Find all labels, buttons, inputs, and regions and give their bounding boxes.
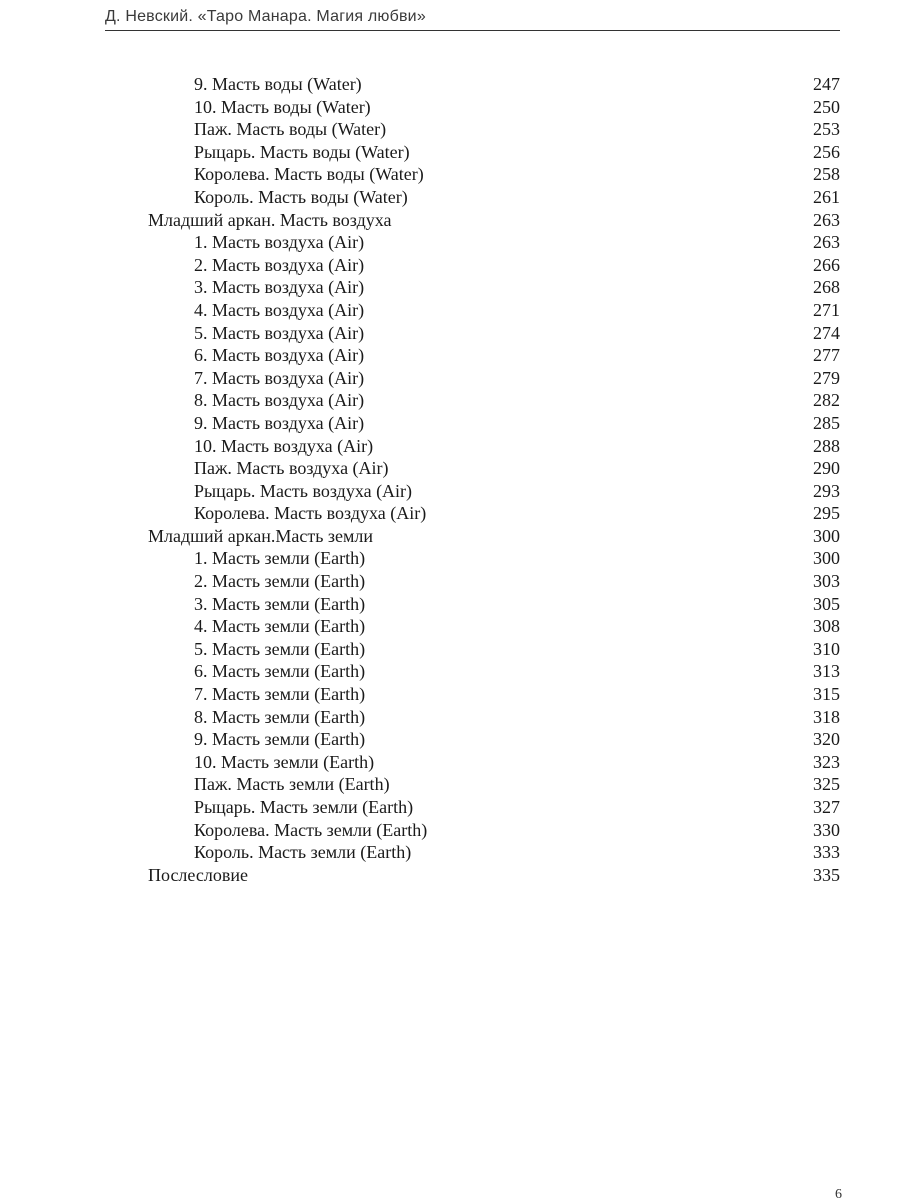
toc-entry-title: 2. Масть земли (Earth): [194, 571, 366, 592]
toc-entry-page-number: 308: [813, 616, 840, 637]
toc-entry-title: Король. Масть воды (Water): [194, 186, 408, 207]
toc-entry-page-number: 313: [813, 661, 840, 682]
toc-entry: [148, 706, 840, 729]
toc-entry-page-number: 250: [813, 96, 840, 117]
toc-entry: [148, 502, 840, 525]
toc-entry: [148, 141, 840, 164]
toc-entry-title: 4. Масть воздуха (Air): [194, 299, 365, 320]
toc-entry-page-number: 282: [813, 390, 840, 411]
toc-entry: [148, 728, 840, 751]
toc-entry: [148, 299, 840, 322]
toc-entry-page-number: 277: [813, 345, 840, 366]
toc-entry: [148, 118, 840, 141]
toc-entry-title: Паж. Масть воздуха (Air): [194, 458, 389, 479]
toc-entry-page-number: 300: [813, 548, 840, 569]
toc-entry: [148, 254, 840, 277]
toc-entry-title: 10. Масть воздуха (Air): [194, 435, 374, 456]
toc-entry-title: Младший аркан.Масть земли: [148, 525, 374, 546]
toc-entry-title: Король. Масть земли (Earth): [194, 842, 412, 863]
toc-entry: [148, 615, 840, 638]
toc-entry-title: 8. Масть воздуха (Air): [194, 390, 365, 411]
toc-entry-title: 9. Масть воды (Water): [194, 74, 362, 94]
toc-entry-page-number: 263: [813, 209, 840, 230]
toc-entry-page-number: 303: [813, 571, 840, 592]
toc-entry-page-number: 263: [813, 232, 840, 253]
toc-entry-page-number: 295: [813, 503, 840, 524]
toc-entry-title: Паж. Масть воды (Water): [194, 119, 387, 140]
toc-section-entry: [148, 209, 840, 232]
toc-entry-title: 10. Масть воды (Water): [194, 96, 371, 117]
toc-entry-page-number: 253: [813, 119, 840, 140]
toc-entry-page-number: 327: [813, 797, 840, 817]
toc-entry-title: Рыцарь. Масть воздуха (Air): [194, 480, 413, 501]
toc-entry: [148, 163, 840, 186]
toc-entry: [148, 457, 840, 480]
table-of-contents: [148, 73, 840, 886]
toc-entry: [148, 231, 840, 254]
toc-entry-title: 9. Масть земли (Earth): [194, 729, 366, 750]
toc-entry-page-number: 305: [813, 593, 840, 614]
toc-entry: [148, 570, 840, 593]
toc-entry-page-number: 279: [813, 367, 840, 388]
toc-entry-title: Паж. Масть земли (Earth): [194, 774, 390, 795]
toc-entry-page-number: 318: [813, 706, 840, 727]
toc-entry-title: 4. Масть земли (Earth): [194, 616, 366, 637]
toc-entry-page-number: 247: [813, 74, 840, 94]
toc-entry: [148, 186, 840, 209]
toc-section-entry: [148, 525, 840, 548]
page-number: 6: [835, 1187, 842, 1200]
toc-entry-page-number: 325: [813, 774, 840, 795]
toc-entry: [148, 638, 840, 661]
toc-entry: [148, 344, 840, 367]
toc-entry: [148, 389, 840, 412]
toc-entry-title: 3. Масть земли (Earth): [194, 593, 366, 614]
toc-entry-page-number: 320: [813, 729, 840, 750]
toc-entry: [148, 412, 840, 435]
toc-entry: [148, 593, 840, 616]
toc-entry-page-number: 330: [813, 819, 840, 840]
running-header: Д. Невский. «Таро Манара. Магия любви»: [105, 8, 426, 25]
toc-entry-page-number: 271: [813, 299, 840, 320]
toc-entry-title: Младший аркан. Масть воздуха: [148, 209, 392, 230]
toc-entry-page-number: 258: [813, 164, 840, 185]
toc-entry-page-number: 293: [813, 480, 840, 501]
toc-entry-page-number: 266: [813, 254, 840, 275]
toc-entry-page-number: 261: [813, 186, 840, 207]
toc-entry: [148, 73, 840, 96]
toc-entry: [148, 751, 840, 774]
toc-entry-page-number: 315: [813, 684, 840, 705]
toc-entry-title: 2. Масть воздуха (Air): [194, 254, 365, 275]
toc-entry-page-number: 268: [813, 277, 840, 298]
toc-entry-page-number: 300: [813, 525, 840, 546]
toc-entry-page-number: 285: [813, 412, 840, 433]
toc-entry: [148, 796, 840, 819]
toc-entry: [148, 480, 840, 503]
toc-entry-page-number: 335: [813, 864, 840, 885]
toc-entry-title: Рыцарь. Масть земли (Earth): [194, 797, 414, 817]
toc-entry: [148, 773, 840, 796]
toc-entry-title: Королева. Масть воздуха (Air): [194, 503, 427, 524]
toc-entry-title: 10. Масть земли (Earth): [194, 751, 375, 772]
toc-entry: [148, 322, 840, 345]
toc-entry-title: 5. Масть земли (Earth): [194, 638, 366, 659]
toc-entry: [148, 683, 840, 706]
toc-entry-title: 6. Масть воздуха (Air): [194, 345, 365, 366]
toc-entry-title: 7. Масть земли (Earth): [194, 684, 366, 705]
toc-entry-page-number: 290: [813, 458, 840, 479]
toc-entry-title: 9. Масть воздуха (Air): [194, 412, 365, 433]
toc-entry-title: Послесловие: [148, 864, 248, 885]
toc-entry-title: 3. Масть воздуха (Air): [194, 277, 365, 298]
toc-entry: [148, 96, 840, 119]
toc-entry: [148, 435, 840, 458]
toc-entry-page-number: 256: [813, 141, 840, 162]
toc-entry-page-number: 288: [813, 435, 840, 456]
toc-entry-title: 1. Масть воздуха (Air): [194, 232, 365, 253]
header-divider: [105, 30, 840, 31]
toc-entry-title: 6. Масть земли (Earth): [194, 661, 366, 682]
toc-entry: [148, 819, 840, 842]
toc-entry-title: 5. Масть воздуха (Air): [194, 322, 365, 343]
toc-section-entry: [148, 864, 840, 887]
toc-entry-title: 1. Масть земли (Earth): [194, 548, 366, 569]
toc-entry-title: Рыцарь. Масть воды (Water): [194, 141, 410, 162]
toc-entry: [148, 276, 840, 299]
toc-entry-title: 7. Масть воздуха (Air): [194, 367, 365, 388]
toc-entry-page-number: 310: [813, 638, 840, 659]
toc-entry-page-number: 274: [813, 322, 840, 343]
toc-entry-title: 8. Масть земли (Earth): [194, 706, 366, 727]
toc-entry: [148, 660, 840, 683]
toc-entry: [148, 367, 840, 390]
toc-entry-title: Королева. Масть воды (Water): [194, 164, 424, 185]
toc-entry-page-number: 333: [813, 842, 840, 863]
toc-entry-page-number: 323: [813, 751, 840, 772]
toc-entry: [148, 547, 840, 570]
toc-entry-title: Королева. Масть земли (Earth): [194, 819, 428, 840]
toc-entry: [148, 841, 840, 864]
